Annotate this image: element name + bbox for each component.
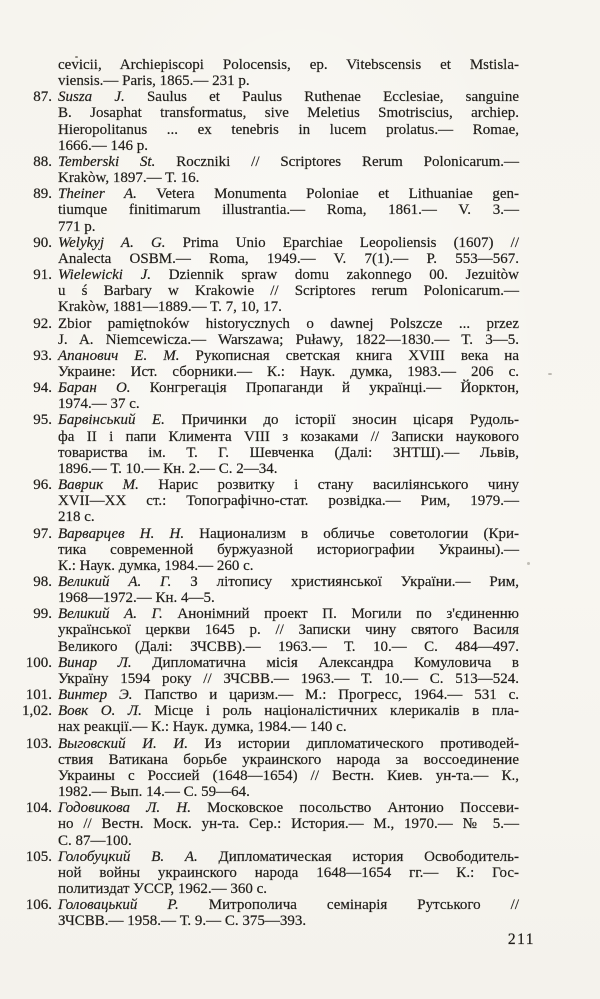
bibliography-list [22, 57, 520, 930]
entry-line: Hieropolitanus ... ex tenebris in lucem prolatus.— Romae, [58, 121, 519, 138]
entry-text: Из истории дипломатического противодей- [204, 735, 519, 752]
entry-author: Винар Л. [58, 654, 132, 671]
entry-author: Баран О. [58, 380, 131, 397]
entry-line [58, 574, 519, 590]
scan-speck [548, 373, 552, 375]
bibliography-entry [33, 347, 519, 380]
bibliography-entry [33, 186, 519, 235]
bibliography-entry [33, 234, 520, 267]
bibliography-entry [25, 800, 519, 849]
entry-line: ной войны украинского народа 1648—1654 гг.— К.: Гос- [58, 864, 519, 881]
page-number: 211 [507, 931, 535, 948]
entry-author: Апанович Е. М. [58, 347, 180, 364]
entry-line: 1666.— 146 p. [58, 137, 148, 154]
entry-number: 99. [33, 606, 52, 623]
entry-author: Theiner A. [58, 186, 137, 203]
bibliography-entry [25, 654, 519, 687]
entry-line: J. A. Niemcewicza.— Warszawa; Puławy, 1822—1830.— T. 3—5. [58, 331, 519, 348]
entry-number: 104. [25, 800, 52, 817]
entry-line: ствия Ватикана борьбе украинского народа за воссоединение [58, 751, 519, 768]
entry-author: Винтер Э. [58, 687, 133, 704]
entry-text: Дипломатическая история Освободитель- [218, 848, 519, 865]
entry-line [58, 348, 519, 364]
bibliography-entry [33, 89, 519, 154]
entry-text: Рукописная светская книга XVIII века на [195, 347, 519, 364]
entry-text: Национализм в обличье советологии (Кри- [199, 525, 519, 542]
entry-line: тика современной буржуазной историографии Украины).— [58, 541, 519, 558]
entry-number: 94. [33, 380, 52, 397]
entry-line [58, 412, 519, 428]
entry-line [58, 154, 519, 170]
entry-line [58, 897, 519, 913]
entry-line: cevicii, Archiepiscopi Polocensis, ep. Vitebscensis et Mstisla- [58, 57, 519, 73]
entry-line [58, 849, 519, 865]
entry-line [58, 267, 519, 283]
entry-line: товариства ім. Т. Г. Шевченка (Далі: ЗНТШ).— Львів, [58, 444, 519, 461]
entry-number: 93. [33, 347, 52, 364]
entry-number: 96. [33, 477, 52, 494]
bibliography-entry [25, 897, 520, 930]
entry-line: политиздат УССР, 1962.— 360 с. [58, 880, 268, 897]
entry-line: XVII—XX ст.: Топографічно-стат. розвідка.— Рим, 1979.— [58, 493, 519, 510]
entry-text: Анонімний проект П. Могили по з'єдиненню [177, 606, 519, 623]
entry-line: К.: Наук. думка, 1984.— 260 с. [58, 557, 254, 574]
entry-line [58, 380, 519, 396]
entry-number: 101. [25, 687, 52, 704]
entry-line: u ś Barbary w Krakowie // Scriptores rerum Polonicarum.— [58, 283, 519, 300]
entry-number: 95. [33, 412, 52, 429]
entry-line: 771 p. [58, 218, 96, 235]
bibliography-entry [33, 574, 520, 607]
bibliography-entry [25, 687, 520, 704]
entry-text: Конгрегація Пропаганди й українці.— Йорктон, [149, 380, 519, 397]
entry-number: 88. [33, 153, 52, 170]
entry-author: Welykyj A. G. [58, 234, 166, 251]
entry-line: B. Josaphat transformatus, sive Meletius Smotriscius, archiep. [58, 105, 519, 122]
entry-author: Temberski St. [58, 153, 156, 170]
entry-line [58, 235, 519, 251]
entry-number: 103. [25, 735, 52, 752]
bibliography-entry [33, 315, 519, 348]
bibliography-entry [25, 735, 519, 801]
entry-text: Prima Unio Eparchiae Leopoliensis (1607) // [182, 234, 520, 251]
entry-number: 97. [33, 525, 52, 542]
entry-line [58, 703, 519, 719]
bibliography-entry [33, 525, 519, 574]
bibliography-entry [33, 606, 519, 655]
entry-author: Головацький Р. [58, 897, 179, 914]
entry-line [58, 800, 519, 816]
entry-text: Митрополича семінарія Рутського // [208, 897, 520, 914]
entry-number: 106. [25, 897, 52, 914]
entry-line [58, 687, 519, 703]
entry-number: 92. [33, 315, 52, 332]
entry-line: ЗЧСВВ.— 1958.— Т. 9.— С. 375—393. [58, 913, 307, 930]
entry-number: 90. [33, 234, 52, 251]
entry-author: Выговский И. И. [58, 735, 188, 752]
entry-text: Saulus et Paulus Ruthenae Ecclesiae, sanguine [146, 89, 519, 106]
entry-line: нах реакції.— К.: Наук. думка, 1984.— 140 с. [58, 719, 347, 736]
entry-line [58, 477, 519, 493]
entry-number: 91. [33, 267, 52, 284]
bibliography-entry [33, 412, 519, 477]
bibliography-entry [33, 477, 519, 526]
bibliography-entry [33, 153, 520, 187]
entry-text: Папство и царизм.— М.: Прогресс, 1964.— 531 с. [144, 687, 520, 704]
entry-line: 218 с. [58, 509, 95, 526]
entry-number: 89. [33, 186, 52, 203]
entry-author: Вовк О. Л. [58, 703, 142, 720]
entry-text: Нарис розвитку і стану василіянського чину [158, 477, 519, 494]
entry-number: 98. [33, 574, 52, 590]
entry-author: Susza J. [58, 89, 125, 106]
bibliography-entry [58, 57, 519, 89]
entry-text: Vetera Monumenta Poloniae et Lithuaniae gen- [156, 186, 519, 203]
entry-line: Украины с Россией (1648—1654) // Вестн. Киев. ун-та.— К., [58, 767, 519, 784]
entry-line [58, 89, 519, 105]
entry-line: Krakòw, 1881—1889.— T. 7, 10, 17. [58, 299, 282, 316]
entry-author: Барвінський Е. [58, 412, 165, 429]
entry-line: Analecta OSBM.— Roma, 1949.— V. 7(1).— P. 553—567. [58, 250, 519, 267]
bibliography-entry [33, 380, 519, 413]
scan-speck [527, 562, 530, 565]
bibliography-entry [22, 703, 520, 736]
entry-line [58, 655, 519, 671]
entry-line: tiumque finitimarum illustrantia.— Roma, 1861.— V. 3.— [58, 202, 519, 219]
entry-line [58, 186, 519, 202]
bibliography-entry [33, 267, 519, 316]
entry-number: 105. [25, 848, 52, 865]
entry-author: Варварцев Н. Н. [58, 525, 185, 542]
entry-line: Zbior pamiętnoków historycznych o dawnej Polszcze ... przez [58, 315, 519, 332]
entry-number: 100. [25, 654, 52, 671]
entry-number: 1,02. [22, 703, 52, 720]
entry-line: 1974.— 37 с. [58, 396, 140, 413]
entry-line: Великого (Далі: ЗЧСВВ).— 1963.— Т. 10.— С. 484—497. [58, 638, 519, 655]
entry-text: Дипломатична місія Александра Комуловича в [152, 654, 519, 671]
entry-text: Roczniki // Scriptores Rerum Polonicarum.— [176, 153, 520, 170]
entry-line: 1982.— Вып. 14.— С. 59—64. [58, 784, 250, 801]
bibliography-entry [25, 848, 519, 897]
entry-line: но // Вестн. Моск. ун-та. Сер.: История.— М., 1970.— № 5.— [58, 816, 519, 833]
entry-line: viensis.— Paris, 1865.— 231 p. [58, 73, 250, 90]
entry-line: Украине: Ист. сборники.— К.: Наук. думка, 1983.— 206 с. [58, 363, 519, 380]
entry-line: 1896.— Т. 10.— Кн. 2.— С. 2—34. [58, 460, 278, 477]
entry-author: Ваврик М. [58, 477, 139, 494]
entry-author: Великий А. Г. [58, 574, 172, 590]
entry-line: Україну 1594 року // ЗЧСВВ.— 1963.— Т. 10.— С. 513—524. [58, 670, 519, 687]
entry-line [58, 606, 519, 622]
entry-author: Годовикова Л. Н. [58, 800, 191, 817]
entry-text: Причинки до історії зносин цісаря Рудоль- [181, 412, 519, 429]
entry-line [58, 736, 519, 752]
entry-line: фа II і папи Климента VIII з козаками // Записки наукового [58, 428, 519, 445]
entry-line [58, 526, 519, 542]
entry-line: Krakòw, 1897.— T. 16. [58, 170, 200, 187]
entry-text: Московское посольство Антонио Поссеви- [207, 800, 519, 817]
entry-line: С. 87—100. [58, 832, 132, 849]
entry-text: З літопису християнської України.— Рим, [190, 574, 520, 590]
entry-text: Місце і роль націоналістичних клерикалів в пла- [154, 703, 520, 720]
entry-number: 87. [33, 89, 52, 106]
entry-author: Голобуцкий В. А. [58, 848, 198, 865]
entry-author: Wielewicki J. [58, 267, 152, 284]
entry-author: Великий А. Г. [58, 606, 163, 623]
entry-line: 1968—1972.— Кн. 4—5. [58, 590, 215, 607]
entry-line: української церкви 1645 р. // Записки чину святого Василя [58, 622, 519, 639]
entry-text: Dziennik spraw domu zakonnego 00. Jezuitòw [168, 267, 519, 284]
